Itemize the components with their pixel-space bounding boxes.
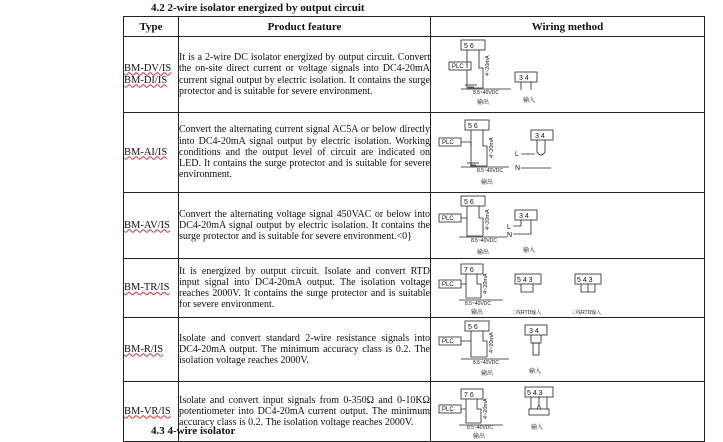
svg-text:4~20mA: 4~20mA <box>485 208 491 230</box>
svg-text:3 4: 3 4 <box>535 132 545 140</box>
table-row <box>124 37 705 113</box>
svg-text:N: N <box>515 164 521 172</box>
wiring-cell <box>431 318 705 382</box>
svg-text:二线RTD输入: 二线RTD输入 <box>511 309 542 316</box>
table-row <box>124 193 705 259</box>
svg-text:8.5~40VDC: 8.5~40VDC <box>473 89 499 96</box>
header-type: Type <box>124 17 179 37</box>
svg-text:输入: 输入 <box>529 368 542 375</box>
svg-text:7 6: 7 6 <box>464 391 474 399</box>
wiring-diagram <box>431 383 705 441</box>
svg-text:PLC: PLC <box>442 406 454 413</box>
wiring-diagram <box>431 194 705 258</box>
svg-text:8.5~40VDC: 8.5~40VDC <box>473 359 499 366</box>
wiring-cell <box>431 113 705 193</box>
section-heading-4-2: 4.2 2-wire isolator energized by output circuit <box>151 2 365 14</box>
wiring-cell <box>431 193 705 259</box>
svg-text:输入: 输入 <box>523 247 536 254</box>
feature-cell: It is a 2-wire DC isolator energized by output circuit. Convert the on-site direct current or voltage signals into DC4-20mA current signal output by electric isolation. It contains the surge protector and is suitable for severe environment. <box>179 37 431 113</box>
svg-text:输出: 输出 <box>471 309 484 316</box>
svg-text:三线RTD输入: 三线RTD输入 <box>571 309 602 316</box>
table-row <box>124 259 705 318</box>
svg-text:4~20mA: 4~20mA <box>485 54 491 76</box>
svg-text:5 6: 5 6 <box>464 198 474 206</box>
svg-text:3 4: 3 4 <box>519 212 529 220</box>
svg-text:8.5~40VDC: 8.5~40VDC <box>477 167 503 174</box>
svg-text:7 6: 7 6 <box>464 266 474 274</box>
svg-text:输出: 输出 <box>477 249 490 256</box>
wiring-diagram <box>431 260 705 317</box>
header-wiring: Wiring method <box>431 17 705 37</box>
svg-text:8.5~40VDC: 8.5~40VDC <box>471 237 497 244</box>
svg-text:4~20mA: 4~20mA <box>483 397 489 419</box>
type-cell: BM-AV/IS <box>124 193 179 259</box>
header-feature: Product feature <box>179 17 431 37</box>
feature-cell: Isolate and convert input signals from 0-350Ω and 0-10KΩ potentiometer into DC4-20mA current output. The minimum accuracy class is 0.2. The isolation voltage reaches 2000V. <box>179 382 431 442</box>
table-row <box>124 113 705 193</box>
svg-text:8.5~40VDC: 8.5~40VDC <box>467 424 493 431</box>
feature-cell: Isolate and convert standard 2-wire resistance signals into DC4-20mA output. The minimum accuracy class is 0.2. The isolation voltage reaches 2000V. <box>179 318 431 382</box>
wiring-cell <box>431 37 705 113</box>
section-heading-4-3: 4.3 4-wire isolator <box>151 425 236 437</box>
svg-text:输出: 输出 <box>481 179 494 186</box>
svg-text:5 4 3: 5 4 3 <box>527 389 543 397</box>
svg-text:PLC: PLC <box>452 63 464 70</box>
svg-text:3 4: 3 4 <box>519 74 529 82</box>
wiring-diagram <box>431 319 705 381</box>
type-cell: BM-AI/IS <box>124 113 179 193</box>
svg-text:8.5~40VDC: 8.5~40VDC <box>465 300 491 307</box>
svg-text:L: L <box>515 150 519 158</box>
svg-text:PLC: PLC <box>442 215 454 222</box>
svg-text:输出: 输出 <box>477 99 490 106</box>
wiring-cell <box>431 259 705 318</box>
svg-text:4~20mA: 4~20mA <box>489 136 495 158</box>
wiring-cell <box>431 382 705 442</box>
wiring-diagram <box>431 114 705 192</box>
svg-text:5 4 3: 5 4 3 <box>517 276 533 284</box>
svg-text:4~20mA: 4~20mA <box>489 331 495 353</box>
wiring-diagram <box>431 38 705 112</box>
svg-text:5 6: 5 6 <box>468 122 478 130</box>
type-cell: BM-VR/IS <box>124 382 179 442</box>
table-header-row <box>124 17 705 37</box>
svg-text:输出: 输出 <box>481 370 494 377</box>
svg-text:3 4: 3 4 <box>529 327 539 335</box>
svg-text:输入: 输入 <box>531 424 544 431</box>
feature-cell: Convert the alternating current signal AC5A or below directly into DC4-20mA signal output by electric isolation. Working conditions and the output level of circuit are indicated on LED. It contains the surge protector and is suitable for severe environment. <box>179 113 431 193</box>
svg-text:5 6: 5 6 <box>464 42 474 50</box>
svg-text:输出: 输出 <box>473 433 486 440</box>
svg-text:PLC: PLC <box>442 338 454 345</box>
feature-cell: It is energized by output circuit. Isolate and convert RTD input signal into DC4-20mA output. The isolation voltage reaches 2000V. It contains the surge protector and is suitable for severe environment. <box>179 259 431 318</box>
isolator-spec-table <box>123 16 705 442</box>
svg-text:4~20mA: 4~20mA <box>483 272 489 294</box>
type-cell: BM-TR/IS <box>124 259 179 318</box>
type-cell: BM-DV/IS BM-DI/IS <box>124 37 179 113</box>
svg-text:N: N <box>507 231 513 239</box>
svg-text:L: L <box>507 223 511 231</box>
type-cell: BM-R/IS <box>124 318 179 382</box>
svg-text:PLC: PLC <box>442 281 454 288</box>
svg-text:PLC: PLC <box>442 139 454 146</box>
table-row <box>124 318 705 382</box>
svg-text:5 6: 5 6 <box>468 323 478 331</box>
svg-text:输入: 输入 <box>523 97 536 104</box>
feature-cell: Convert the alternating voltage signal 450VAC or below into DC4-20mA signal output by electric isolation. It contains the surge protector and is suitable for severe environment.<0} <box>179 193 431 259</box>
svg-text:5 4 3: 5 4 3 <box>577 276 593 284</box>
